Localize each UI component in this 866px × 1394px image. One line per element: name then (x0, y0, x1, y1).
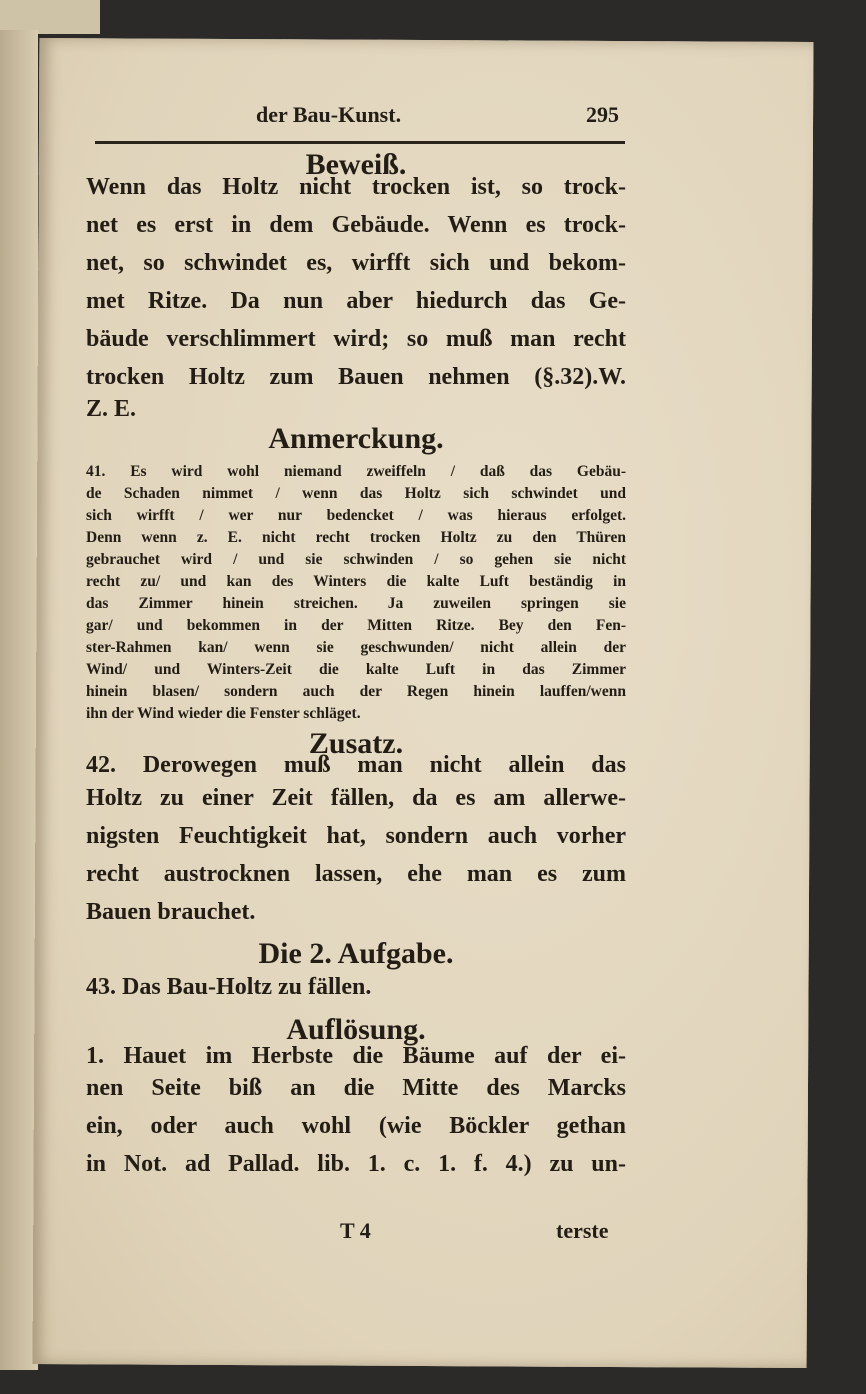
text-line: 41. Es wird wohl niemand zweiffeln / daß das Gebäu- (86, 463, 626, 480)
running-header: der Bau-Kunst. (256, 102, 402, 127)
section-heading: Beweiß. (305, 148, 407, 181)
text-line: gar/ und bekommen in der Mitten Ritze. Bey den Fen- (86, 617, 626, 634)
text-line: 1. Hauet im Herbste die Bäume auf der ei- (86, 1043, 626, 1069)
text-line: de Schaden nimmet / wenn das Holtz sich schwindet und (86, 485, 626, 502)
page-number: 295 (586, 102, 619, 127)
text-line: nigsten Feuchtigkeit hat, sondern auch vorher (86, 823, 626, 849)
text-line: Z. E. (86, 396, 137, 422)
text-line: recht austrocknen lassen, ehe man es zum (86, 861, 626, 887)
text-line: gebrauchet wird / und sie schwinden / so gehen sie nicht (86, 551, 626, 568)
section-heading: Die 2. Aufgabe. (258, 937, 454, 970)
section-heading: Anmerckung. (268, 422, 444, 455)
text-line: ihn der Wind wieder die Fenster schläget. (86, 705, 361, 722)
adjacent-page-corner (0, 0, 100, 34)
text-line: ein, oder auch wohl (wie Böckler gethan (86, 1113, 626, 1139)
text-line: nen Seite biß an die Mitte des Marcks (86, 1075, 626, 1101)
text-line: ster-Rahmen kan/ wenn sie geschwunden/ nicht allein der (86, 639, 626, 656)
text-line: in Not. ad Pallad. lib. 1. c. 1. f. 4.) zu un- (86, 1151, 626, 1177)
text-line: Denn wenn z. E. nicht recht trocken Holtz zu den Thüren (86, 529, 626, 546)
text-line: bäude verschlimmert wird; so muß man recht (86, 326, 626, 352)
section-heading: Auflösung. (286, 1013, 426, 1046)
signature-mark: T 4 (340, 1218, 371, 1243)
text-line: met Ritze. Da nun aber hiedurch das Ge- (86, 288, 626, 314)
text-line: Wenn das Holtz nicht trocken ist, so trock- (86, 174, 626, 200)
text-line: sich wirfft / wer nur bedencket / was hieraus erfolget. (86, 507, 626, 524)
text-line: Bauen brauchet. (86, 899, 256, 925)
text-line: 42. Derowegen muß man nicht allein das (86, 752, 626, 778)
header-rule (95, 141, 625, 144)
adjacent-page-edge (0, 30, 38, 1370)
text-line: 43. Das Bau-Holtz zu fällen. (86, 974, 372, 1000)
section-heading: Zusatz. (308, 727, 404, 760)
text-line: net es erst in dem Gebäude. Wenn es trock- (86, 212, 626, 238)
text-line: hinein blasen/ sondern auch der Regen hinein lauffen/wenn (86, 683, 626, 700)
text-line: net, so schwindet es, wirfft sich und bekom- (86, 250, 626, 276)
text-line: Holtz zu einer Zeit fällen, da es am allerwe- (86, 785, 626, 811)
catchword: terste (556, 1218, 609, 1243)
text-line: Wind/ und Winters-Zeit die kalte Luft in das Zimmer (86, 661, 626, 678)
text-line: trocken Holtz zum Bauen nehmen (§.32).W. (86, 364, 626, 390)
text-line: recht zu/ und kan des Winters die kalte Luft beständig in (86, 573, 626, 590)
text-line: das Zimmer hinein streichen. Ja zuweilen springen sie (86, 595, 626, 612)
